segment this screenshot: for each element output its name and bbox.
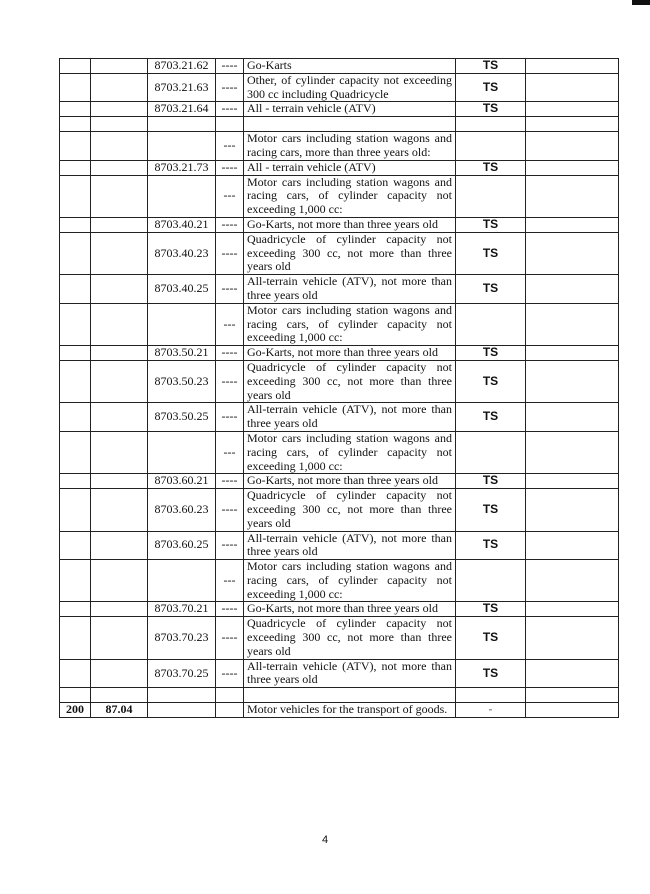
extra-cell — [526, 489, 619, 531]
rate-cell: TS — [456, 73, 526, 102]
table-row — [60, 703, 619, 718]
heading-cell — [91, 688, 148, 703]
extra-cell — [526, 703, 619, 718]
dash-cell: ---- — [216, 232, 244, 274]
serial-number-cell — [60, 617, 91, 659]
extra-cell — [526, 617, 619, 659]
extra-cell — [526, 560, 619, 602]
serial-number-cell — [60, 403, 91, 432]
tariff-code-cell: 8703.70.21 — [148, 602, 216, 617]
dash-cell — [216, 688, 244, 703]
description-cell: All - terrain vehicle (ATV) — [244, 102, 456, 117]
scan-mark — [632, 0, 650, 5]
tariff-code-cell: 8703.21.73 — [148, 160, 216, 175]
serial-number-cell — [60, 275, 91, 304]
serial-number-cell — [60, 360, 91, 402]
tariff-code-cell — [148, 175, 216, 217]
heading-cell — [91, 217, 148, 232]
table-row — [60, 275, 619, 304]
dash-cell: --- — [216, 132, 244, 161]
tariff-code-cell: 8703.50.21 — [148, 346, 216, 361]
heading-cell — [91, 560, 148, 602]
extra-cell — [526, 217, 619, 232]
heading-cell — [91, 73, 148, 102]
extra-cell — [526, 275, 619, 304]
heading-cell: 87.04 — [91, 703, 148, 718]
rate-cell: TS — [456, 602, 526, 617]
rate-cell: TS — [456, 659, 526, 688]
extra-cell — [526, 303, 619, 345]
description-cell: All-terrain vehicle (ATV), not more than three years old — [244, 659, 456, 688]
serial-number-cell — [60, 160, 91, 175]
extra-cell — [526, 232, 619, 274]
serial-number-cell — [60, 232, 91, 274]
tariff-code-cell: 8703.40.23 — [148, 232, 216, 274]
serial-number-cell — [60, 346, 91, 361]
description-cell: Quadricycle of cylinder capacity not exceeding 300 cc, not more than three years old — [244, 489, 456, 531]
dash-cell: ---- — [216, 59, 244, 74]
serial-number-cell — [60, 132, 91, 161]
heading-cell — [91, 403, 148, 432]
tariff-table-body — [60, 59, 619, 718]
heading-cell — [91, 617, 148, 659]
table-row — [60, 560, 619, 602]
dash-cell: ---- — [216, 489, 244, 531]
dash-cell: ---- — [216, 531, 244, 560]
dash-cell: ---- — [216, 360, 244, 402]
table-row — [60, 73, 619, 102]
rate-cell — [456, 303, 526, 345]
rate-cell: TS — [456, 160, 526, 175]
extra-cell — [526, 602, 619, 617]
tariff-code-cell — [148, 560, 216, 602]
extra-cell — [526, 431, 619, 473]
table-row — [60, 59, 619, 74]
tariff-code-cell: 8703.40.21 — [148, 217, 216, 232]
description-cell: Quadricycle of cylinder capacity not exceeding 300 cc, not more than three years old — [244, 360, 456, 402]
dash-cell: --- — [216, 303, 244, 345]
rate-cell: TS — [456, 102, 526, 117]
tariff-code-cell: 8703.21.64 — [148, 102, 216, 117]
heading-cell — [91, 360, 148, 402]
serial-number-cell — [60, 474, 91, 489]
serial-number-cell — [60, 117, 91, 132]
tariff-code-cell: 8703.21.63 — [148, 73, 216, 102]
dash-cell: --- — [216, 175, 244, 217]
tariff-code-cell: 8703.50.25 — [148, 403, 216, 432]
dash-cell: ---- — [216, 617, 244, 659]
description-cell: Go-Karts — [244, 59, 456, 74]
serial-number-cell — [60, 217, 91, 232]
description-cell: Motor cars including station wagons and racing cars, of cylinder capacity not exceeding 1,000 cc: — [244, 560, 456, 602]
heading-cell — [91, 431, 148, 473]
extra-cell — [526, 360, 619, 402]
tariff-code-cell: 8703.50.23 — [148, 360, 216, 402]
heading-cell — [91, 117, 148, 132]
tariff-code-cell — [148, 431, 216, 473]
dash-cell — [216, 117, 244, 132]
heading-cell — [91, 659, 148, 688]
table-row — [60, 160, 619, 175]
table-row — [60, 303, 619, 345]
dash-cell: ---- — [216, 275, 244, 304]
heading-cell — [91, 160, 148, 175]
extra-cell — [526, 117, 619, 132]
rate-cell: TS — [456, 275, 526, 304]
extra-cell — [526, 160, 619, 175]
table-row — [60, 617, 619, 659]
extra-cell — [526, 102, 619, 117]
description-cell: Motor vehicles for the transport of goods. — [244, 703, 456, 718]
dash-cell: ---- — [216, 403, 244, 432]
tariff-code-cell — [148, 117, 216, 132]
rate-cell — [456, 132, 526, 161]
serial-number-cell — [60, 431, 91, 473]
heading-cell — [91, 346, 148, 361]
tariff-code-cell — [148, 703, 216, 718]
serial-number-cell — [60, 531, 91, 560]
serial-number-cell — [60, 102, 91, 117]
rate-cell: TS — [456, 489, 526, 531]
tariff-code-cell: 8703.60.25 — [148, 531, 216, 560]
extra-cell — [526, 346, 619, 361]
description-cell: Go-Karts, not more than three years old — [244, 474, 456, 489]
description-cell — [244, 688, 456, 703]
description-cell: All - terrain vehicle (ATV) — [244, 160, 456, 175]
table-row — [60, 232, 619, 274]
tariff-code-cell: 8703.70.25 — [148, 659, 216, 688]
serial-number-cell — [60, 303, 91, 345]
serial-number-cell — [60, 659, 91, 688]
serial-number-cell — [60, 175, 91, 217]
table-row — [60, 431, 619, 473]
description-cell: Go-Karts, not more than three years old — [244, 602, 456, 617]
description-cell: All-terrain vehicle (ATV), not more than three years old — [244, 275, 456, 304]
dash-cell: ---- — [216, 160, 244, 175]
dash-cell: ---- — [216, 217, 244, 232]
rate-cell — [456, 431, 526, 473]
heading-cell — [91, 132, 148, 161]
rate-cell: TS — [456, 474, 526, 489]
rate-cell: TS — [456, 360, 526, 402]
description-cell: Go-Karts, not more than three years old — [244, 217, 456, 232]
heading-cell — [91, 275, 148, 304]
table-row — [60, 489, 619, 531]
tariff-code-cell: 8703.21.62 — [148, 59, 216, 74]
heading-cell — [91, 602, 148, 617]
description-cell: Quadricycle of cylinder capacity not exceeding 300 cc, not more than three years old — [244, 617, 456, 659]
heading-cell — [91, 102, 148, 117]
heading-cell — [91, 531, 148, 560]
description-cell: Motor cars including station wagons and racing cars, of cylinder capacity not exceeding 1,000 cc: — [244, 431, 456, 473]
tariff-code-cell: 8703.70.23 — [148, 617, 216, 659]
page-number: 4 — [321, 834, 329, 846]
serial-number-cell — [60, 73, 91, 102]
table-row — [60, 531, 619, 560]
rate-cell: - — [456, 703, 526, 718]
rate-cell — [456, 175, 526, 217]
rate-cell: TS — [456, 531, 526, 560]
table-row — [60, 659, 619, 688]
table-row — [60, 132, 619, 161]
serial-number-cell — [60, 560, 91, 602]
tariff-table — [59, 58, 619, 718]
rate-cell — [456, 560, 526, 602]
extra-cell — [526, 59, 619, 74]
dash-cell: ---- — [216, 102, 244, 117]
heading-cell — [91, 474, 148, 489]
description-cell: Motor cars including station wagons and racing cars, of cylinder capacity not exceeding 1,000 cc: — [244, 175, 456, 217]
table-row — [60, 102, 619, 117]
serial-number-cell — [60, 59, 91, 74]
extra-cell — [526, 659, 619, 688]
extra-cell — [526, 474, 619, 489]
heading-cell — [91, 232, 148, 274]
tariff-code-cell: 8703.40.25 — [148, 275, 216, 304]
rate-cell — [456, 117, 526, 132]
description-cell: All-terrain vehicle (ATV), not more than three years old — [244, 531, 456, 560]
dash-cell: ---- — [216, 73, 244, 102]
serial-number-cell: 200 — [60, 703, 91, 718]
tariff-code-cell: 8703.60.23 — [148, 489, 216, 531]
extra-cell — [526, 73, 619, 102]
serial-number-cell — [60, 489, 91, 531]
tariff-code-cell — [148, 132, 216, 161]
rate-cell: TS — [456, 217, 526, 232]
blank-row — [60, 117, 619, 132]
description-cell: Other, of cylinder capacity not exceeding 300 cc including Quadricycle — [244, 73, 456, 102]
dash-cell: ---- — [216, 659, 244, 688]
table-row — [60, 217, 619, 232]
dash-cell: --- — [216, 431, 244, 473]
serial-number-cell — [60, 602, 91, 617]
rate-cell: TS — [456, 403, 526, 432]
description-cell: All-terrain vehicle (ATV), not more than three years old — [244, 403, 456, 432]
description-cell: Motor cars including station wagons and racing cars, of cylinder capacity not exceeding 1,000 cc: — [244, 303, 456, 345]
serial-number-cell — [60, 688, 91, 703]
description-cell: Go-Karts, not more than three years old — [244, 346, 456, 361]
table-row — [60, 602, 619, 617]
extra-cell — [526, 403, 619, 432]
table-row — [60, 474, 619, 489]
extra-cell — [526, 132, 619, 161]
table-row — [60, 175, 619, 217]
rate-cell: TS — [456, 346, 526, 361]
rate-cell: TS — [456, 232, 526, 274]
heading-cell — [91, 175, 148, 217]
rate-cell: TS — [456, 617, 526, 659]
rate-cell — [456, 688, 526, 703]
dash-cell — [216, 703, 244, 718]
description-cell: Motor cars including station wagons and racing cars, more than three years old: — [244, 132, 456, 161]
heading-cell — [91, 59, 148, 74]
extra-cell — [526, 688, 619, 703]
dash-cell: ---- — [216, 346, 244, 361]
heading-cell — [91, 489, 148, 531]
tariff-code-cell: 8703.60.21 — [148, 474, 216, 489]
description-cell: Quadricycle of cylinder capacity not exceeding 300 cc, not more than three years old — [244, 232, 456, 274]
tariff-code-cell — [148, 688, 216, 703]
table-row — [60, 360, 619, 402]
rate-cell: TS — [456, 59, 526, 74]
extra-cell — [526, 175, 619, 217]
tariff-code-cell — [148, 303, 216, 345]
dash-cell: ---- — [216, 602, 244, 617]
extra-cell — [526, 531, 619, 560]
table-row — [60, 403, 619, 432]
blank-row — [60, 688, 619, 703]
description-cell — [244, 117, 456, 132]
heading-cell — [91, 303, 148, 345]
dash-cell: ---- — [216, 474, 244, 489]
dash-cell: --- — [216, 560, 244, 602]
table-row — [60, 346, 619, 361]
